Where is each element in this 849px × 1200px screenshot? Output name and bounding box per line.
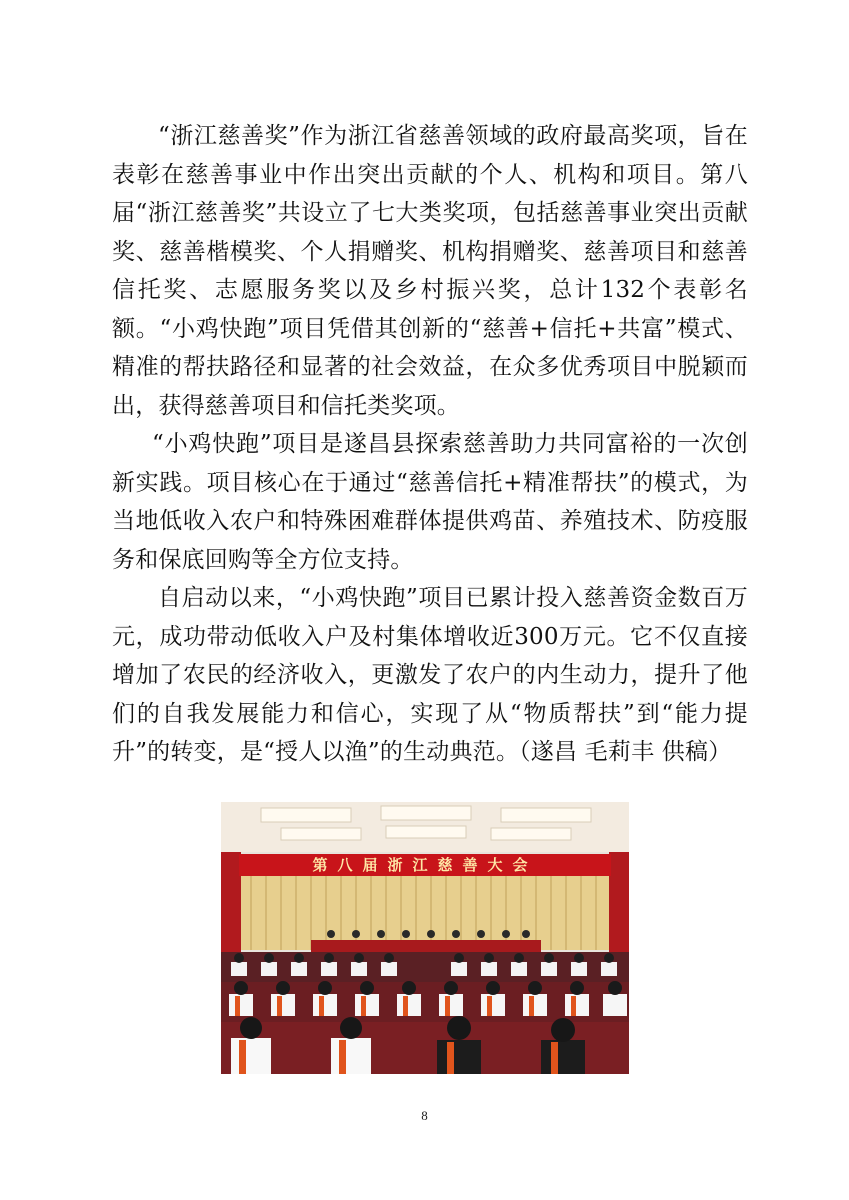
page-number: 8 <box>421 1108 428 1123</box>
article-body <box>112 117 748 772</box>
paragraph-3: 自启动以来，“小鸡快跑”项目已累计投入慈善资金数百万元，成功带动低收入户及村集体增收近300万元。它不仅直接增加了农民的经济收入，更激发了农户的内生动力，提升了他们的自我发展能力和信心，实现了从“物质帮扶”到“能力提升”的转变，是“授人以渔”的生动典范。（遂昌 毛莉丰 供稿） <box>112 585 748 765</box>
banner-text: 第八届浙江慈善大会 <box>312 856 538 874</box>
paragraph-2: “小鸡快跑”项目是遂昌县探索慈善助力共同富裕的一次创新实践。项目核心在于通过“慈善信托+精准帮扶”的模式，为当地低收入农户和特殊困难群体提供鸡苗、养殖技术、防疫服务和保底回购等全方位支持。 <box>112 431 748 573</box>
podium <box>311 940 541 952</box>
conference-hall-illustration <box>221 802 629 1074</box>
paragraph-1: “浙江慈善奖”作为浙江省慈善领域的政府最高奖项，旨在表彰在慈善事业中作出突出贡献的个人、机构和项目。第八届“浙江慈善奖”共设立了七大类奖项，包括慈善事业突出贡献奖、慈善楷模奖、个人捐赠奖、机构捐赠奖、慈善项目和慈善信托奖、志愿服务奖以及乡村振兴奖，总计132个表彰名额。“小鸡快跑”项目凭借其创新的“慈善+信托+共富”模式、精准的帮扶路径和显著的社会效益，在众多优秀项目中脱颖而出，获得慈善项目和信托类奖项。 <box>112 123 748 419</box>
conference-photo <box>221 802 629 1074</box>
